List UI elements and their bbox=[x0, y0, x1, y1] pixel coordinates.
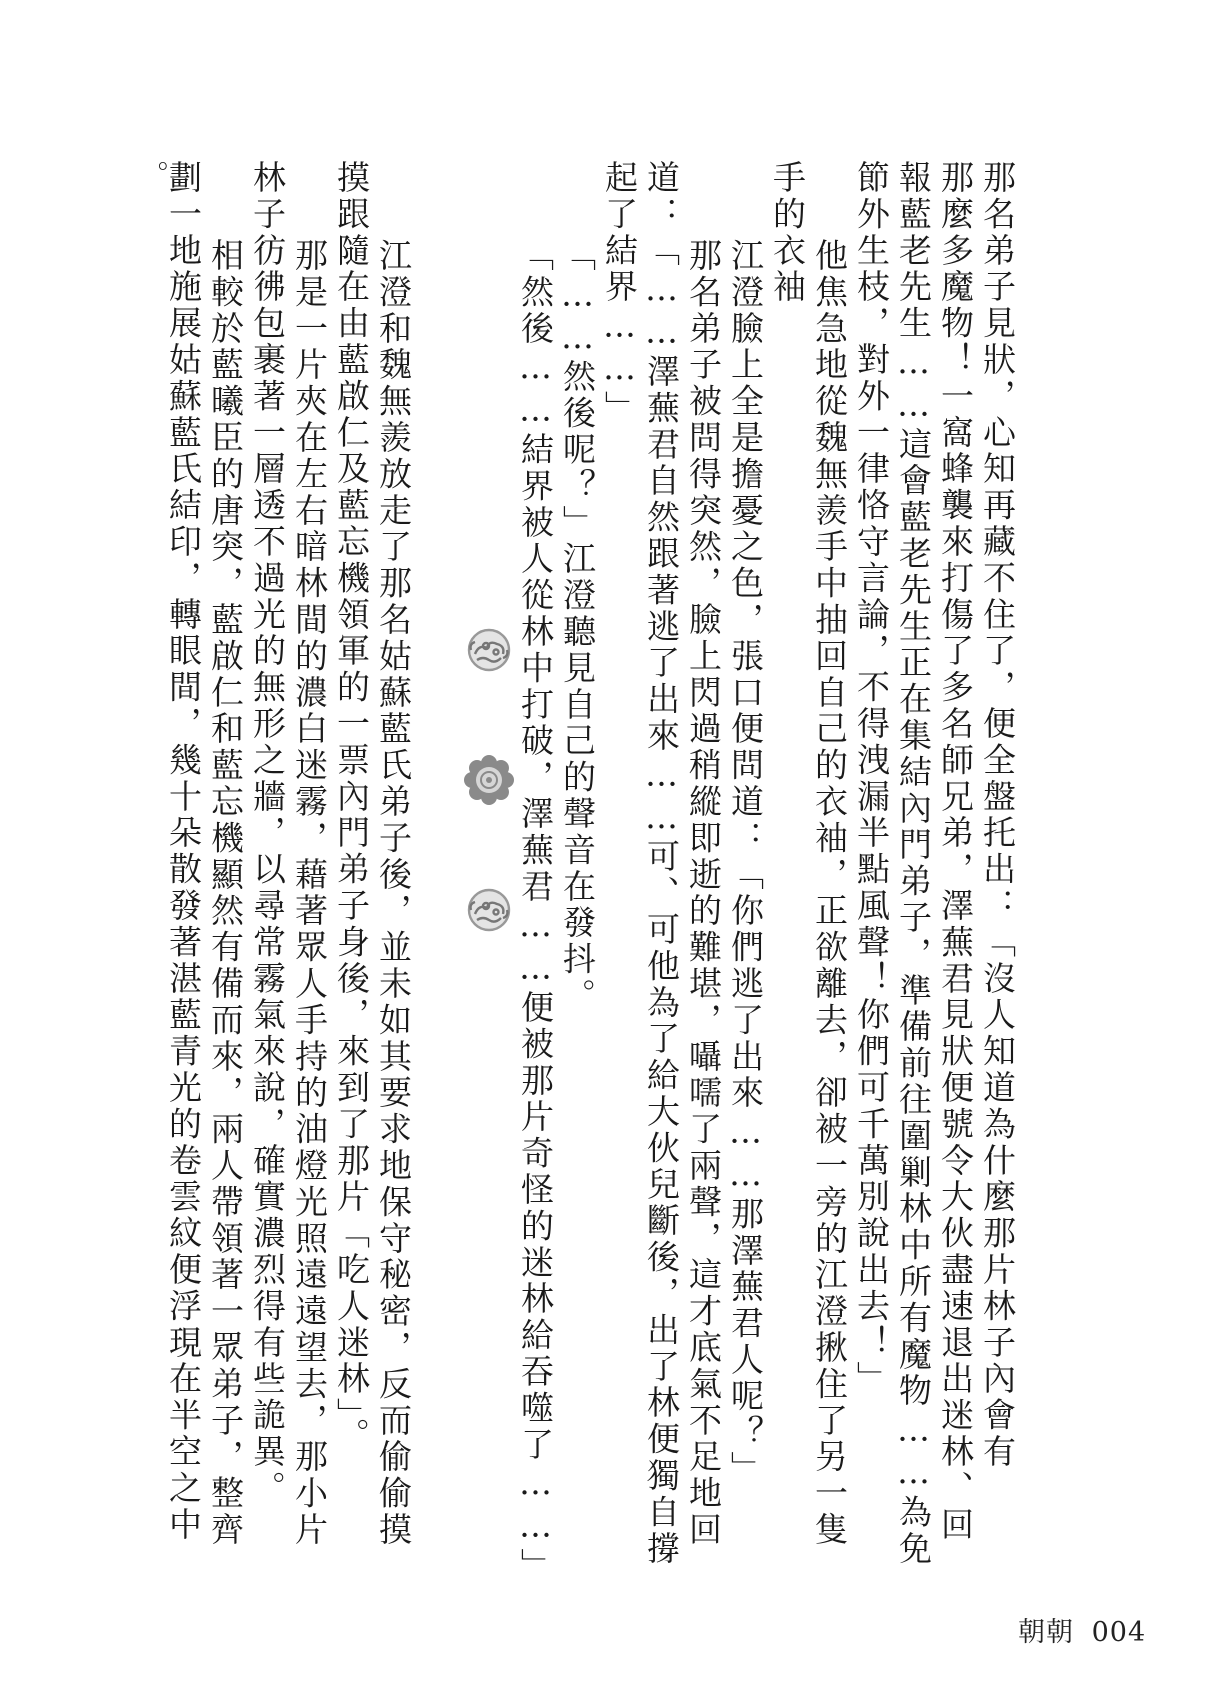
text-column: 林子彷彿包裹著一層透不過光的無形之牆，以尋常霧氣來說，確實濃烈得有些詭異。 bbox=[248, 160, 287, 1507]
book-title: 朝朝 bbox=[1018, 1617, 1074, 1648]
cloud-ornament-icon bbox=[461, 622, 517, 678]
text-column: 那是一片夾在左右暗林間的濃白迷霧，藉著眾人手持的油燈光照遠遠望去，那小片 bbox=[290, 238, 329, 1549]
page-number: 004 bbox=[1091, 1617, 1147, 1648]
text-column: 道：「……澤蕪君自然跟著逃了出來……可、可他為了給大伙兒斷後，出了林便獨自撐 bbox=[642, 160, 681, 1568]
text-column: 節外生枝，對外一律恪守言論，不得洩漏半點風聲！你們可千萬別說出去！」 bbox=[852, 160, 891, 1398]
cloud-ornament-icon bbox=[461, 882, 517, 938]
text-column: 手的衣袖 bbox=[768, 160, 807, 306]
flower-medallion-icon bbox=[461, 752, 517, 808]
text-column: 那名弟子見狀，心知再藏不住了，便全盤托出：「沒人知道為什麼那片林子內會有 bbox=[978, 160, 1017, 1471]
text-column: 起了結界……」 bbox=[600, 160, 639, 427]
text-column: 江澄臉上全是擔憂之色，張口便問道：「你們逃了出來……那澤蕪君人呢？」 bbox=[726, 238, 765, 1488]
text-column: 劃一地施展姑蘇藍氏結印，轉眼間，幾十朵散發著湛藍青光的卷雲紋便浮現在半空之中 bbox=[164, 160, 203, 1544]
text-column: 摸跟隨在由藍啟仁及藍忘機領軍的一票內門弟子身後，來到了那片「吃人迷林」。 bbox=[332, 160, 371, 1454]
text-column: 那名弟子被問得突然，臉上閃過稍縱即逝的難堪，囁嚅了兩聲，這才底氣不足地回 bbox=[684, 238, 723, 1549]
text-column: 江澄和魏無羨放走了那名姑蘇藍氏弟子後，並未如其要求地保守秘密，反而偷偷摸 bbox=[374, 238, 413, 1549]
text-column: 報藍老先生……這會藍老先生正在集結內門弟子，準備前往圍剿林中所有魔物……為免 bbox=[894, 160, 933, 1568]
text-column: 「然後……結界被人從林中打破，澤蕪君……便被那片奇怪的迷林給吞噬了……」 bbox=[516, 238, 555, 1585]
text-column: 那麼多魔物！一窩蜂襲來打傷了多名師兄弟，澤蕪君見狀便號令大伙盡速退出迷林、回 bbox=[936, 160, 975, 1544]
text-column: 。 bbox=[137, 160, 170, 192]
page-footer bbox=[1018, 1610, 1146, 1649]
text-column: 相較於藍曦臣的唐突，藍啟仁和藍忘機顯然有備而來，兩人帶領著一眾弟子，整齊 bbox=[206, 238, 245, 1549]
text-column: 「……然後呢？」江澄聽見自己的聲音在發抖。 bbox=[558, 238, 597, 1015]
text-column: 他焦急地從魏無羨手中抽回自己的衣袖，正欲離去，卻被一旁的江澄揪住了另一隻 bbox=[810, 238, 849, 1549]
